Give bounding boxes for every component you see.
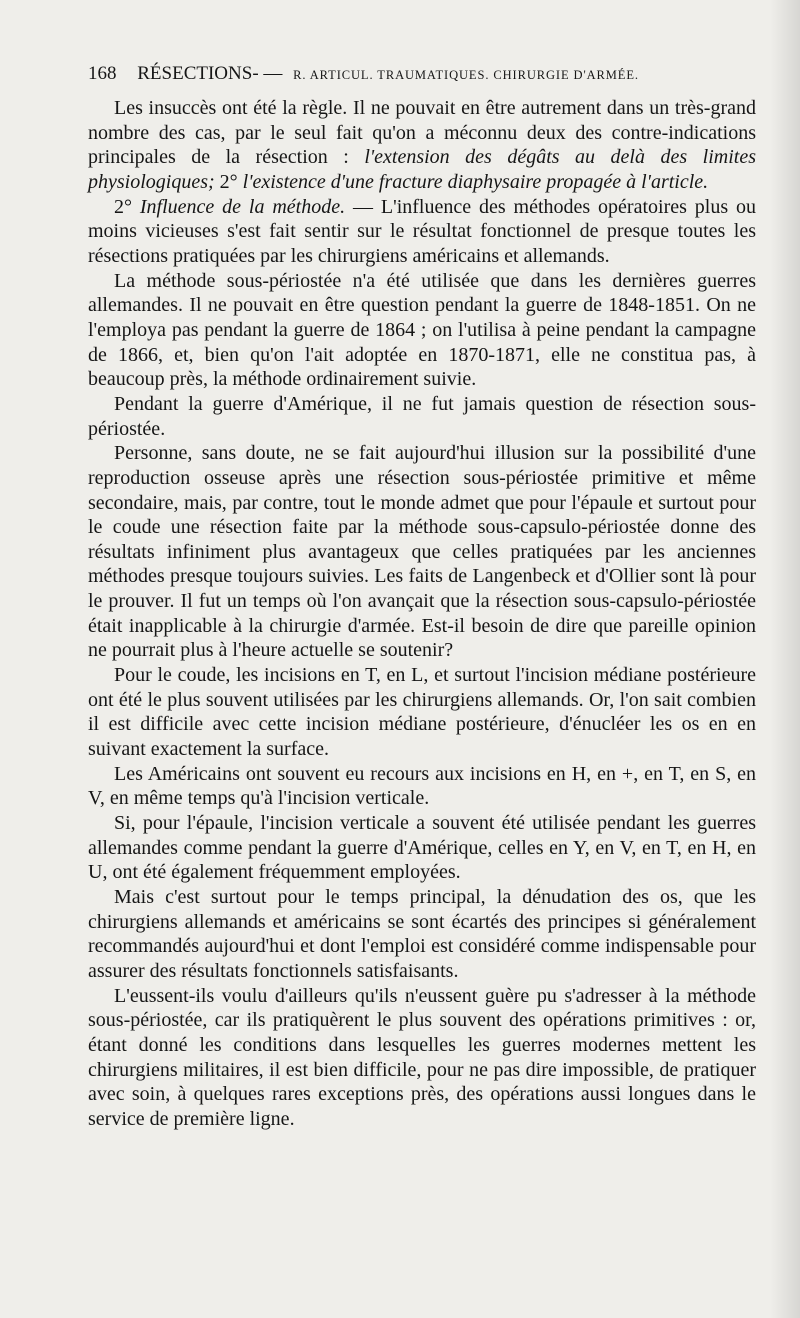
paragraph-text: Les insuccès ont été la règle. Il ne pouvait en être autrement dans un très-grand nombre des cas, par le seul fait qu'on a méconnu deux des contre-indications principales de la résection : — [88, 97, 756, 169]
paragraph: Pendant la guerre d'Amérique, il ne fut jamais question de résection sous-périostée. — [88, 392, 756, 440]
body-text — [88, 96, 756, 1132]
running-header — [88, 63, 758, 89]
paragraph: La méthode sous-périostée n'a été utilisée que dans les dernières guerres allemandes. Il ne pouvait en être question pendant la guerre de 1848-1851. On ne l'employa pas pendant la guerre de 1864 ; on l'utilisa à peine pendant la campagne de 1866, et, bien qu'on l'ait adoptée en 1870-1871, elle ne constitua pas, à beaucoup près, la méthode ordinairement suivie. — [88, 269, 756, 391]
italic-heading: Influence de la méthode. — [139, 195, 346, 218]
paragraph: Si, pour l'épaule, l'incision verticale a souvent été utilisée pendant les guerres allemandes comme pendant la guerre d'Amérique, celles en Y, en V, en T, en H, en U, ont été également fréquemment employées. — [88, 812, 756, 884]
paragraph — [88, 96, 756, 195]
paragraph-text: — L'influence des méthodes opératoires plus ou moins vicieuses s'est fait sentir sur le résultat fonctionnel de presque toutes les résections pratiquées par les chirurgiens américains et allemands. — [88, 195, 757, 267]
section-title: RÉSECTIONS- — [137, 63, 259, 84]
paragraph: L'eussent-ils voulu d'ailleurs qu'ils n'eussent guère pu s'adresser à la méthode sous-périostée, car ils pratiquèrent le plus souvent des opérations primitives : or, étant donné les conditions dans lesquelles les guerres modernes mettent les chirurgiens militaires, il est bien difficile, pour ne pas dire impossible, de pratiquer avec soin, à quelques rares exceptions près, des opérations aussi longues dans le service de première ligne. — [88, 984, 756, 1130]
italic-text: l'existence d'une fracture diaphysaire propagée à l'article. — [242, 170, 709, 193]
paragraph: Pour le coude, les incisions en T, en L, et surtout l'incision médiane postérieure ont été le plus souvent utilisées par les chirurgiens allemands. Or, l'on sait combien il est difficile avec cette incision médiane postérieure, d'énucléer les os en en suivant exactement la surface. — [88, 664, 756, 761]
header-dash: — — [263, 63, 283, 84]
paragraph: Mais c'est surtout pour le temps principal, la dénudation des os, que les chirurgiens allemands et américains se sont écartés des principes si généralement recommandés aujourd'hui et dont l'emploi est considéré comme indispensable pour assurer des résultats fonctionnels satisfaisants. — [88, 886, 756, 982]
paragraph: Les Américains ont souvent eu recours aux incisions en H, en +, en T, en S, en V, en même temps qu'à l'incision verticale. — [88, 762, 756, 810]
page-number: 168 — [88, 63, 117, 84]
header-subtitle: R. ARTICUL. TRAUMATIQUES. CHIRURGIE D'ARMÉE. — [293, 68, 639, 82]
page-edge-shadow — [770, 0, 800, 1318]
paragraph-text: 2° — [114, 195, 140, 218]
paragraph — [88, 195, 756, 269]
paragraph: Personne, sans doute, ne se fait aujourd'hui illusion sur la possibilité d'une reproduction osseuse après une résection sous-périostée primitive et même secondaire, mais, par contre, tout le monde admet que pour l'épaule et surtout pour le coude une résection faite par la méthode sous-capsulo-périostée donne des résultats infiniment plus avantageux que celles pratiquées par les anciennes méthodes presque toujours suivies. Les faits de Langenbeck et d'Ollier sont là pour le prouver. Il fut un temps où l'on avançait que la résection sous-capsulo-périostée était inapplicable à la chirurgie d'armée. Est-il besoin de dire que pareille opinion ne pourrait plus à l'heure actuelle se soutenir? — [88, 442, 756, 662]
italic-text: l'extension des dégâts au delà des limites physiologiques; — [88, 146, 756, 193]
paragraph-text: 2° — [214, 170, 243, 193]
